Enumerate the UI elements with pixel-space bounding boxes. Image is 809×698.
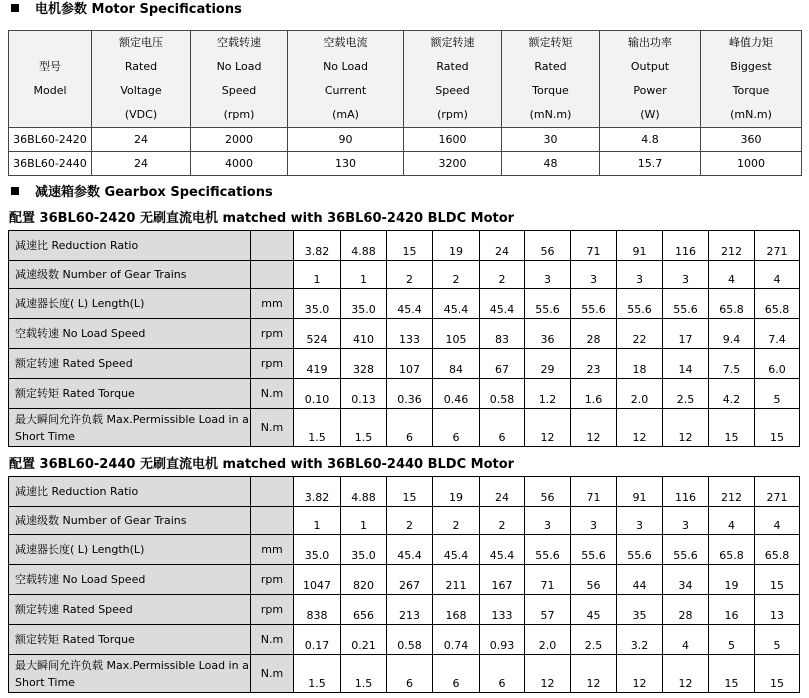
value-cell: 1 [341,261,387,289]
value-cell: 1.5 [341,655,387,693]
header-line: Biggest [730,60,772,73]
value-cell: 12 [571,655,617,693]
value-cell: 1.2 [525,379,571,409]
value-cell: 13 [755,595,800,625]
header-line: No Load [216,60,262,73]
value-cell: 67 [480,349,525,379]
value-cell: 23 [571,349,617,379]
motor-row [9,128,802,152]
value-cell: 6 [433,409,480,447]
value-cell: 838 [294,595,341,625]
motor-section-title: 电机参数 Motor Specifications [35,2,242,17]
row-label: 额定转矩 Rated Torque [9,625,251,655]
value-cell: 4.8 [600,128,701,152]
value-cell: 3 [617,507,663,535]
header-line: Torque [532,84,569,97]
model-cell: 36BL60-2440 [9,152,92,176]
header-line: 峰值力矩 [729,36,773,49]
header-line: (mA) [332,108,359,121]
header-line: Voltage [120,84,162,97]
value-cell: 133 [480,595,525,625]
value-cell: 212 [709,477,755,507]
unit-cell: N.m [251,625,294,655]
value-cell: 35.0 [341,535,387,565]
value-cell: 105 [433,319,480,349]
motor-header-cell [404,31,502,128]
value-cell: 0.10 [294,379,341,409]
value-cell: 213 [387,595,433,625]
value-cell: 19 [433,477,480,507]
unit-cell [251,231,294,261]
value-cell: 3 [663,507,709,535]
value-cell: 211 [433,565,480,595]
gearbox-row [9,625,800,655]
value-cell: 29 [525,349,571,379]
value-cell: 3200 [404,152,502,176]
value-cell: 1.5 [341,409,387,447]
value-cell: 1600 [404,128,502,152]
motor-header-cell [191,31,288,128]
value-cell: 0.17 [294,625,341,655]
motor-header-cell [92,31,191,128]
gearbox-row [9,565,800,595]
header-line: 型号 [39,60,61,73]
row-label: 减速器长度( L) Length(L) [9,535,251,565]
value-cell: 656 [341,595,387,625]
row-label: 最大瞬间允许负载 Max.Permissible Load in a Short Time [9,655,251,693]
value-cell: 524 [294,319,341,349]
row-label: 减速比 Reduction Ratio [9,477,251,507]
value-cell: 35 [617,595,663,625]
value-cell: 1.5 [294,655,341,693]
value-cell: 3 [525,507,571,535]
value-cell: 116 [663,477,709,507]
unit-cell [251,507,294,535]
value-cell: 12 [663,409,709,447]
value-cell: 24 [480,477,525,507]
header-line: (VDC) [124,108,158,121]
value-cell: 3.82 [294,477,341,507]
value-cell: 0.21 [341,625,387,655]
value-cell: 4 [755,507,800,535]
value-cell: 3 [663,261,709,289]
value-cell: 0.74 [433,625,480,655]
header-line: Speed [435,84,470,97]
value-cell: 0.93 [480,625,525,655]
value-cell: 57 [525,595,571,625]
value-cell: 271 [755,477,800,507]
value-cell: 71 [571,477,617,507]
value-cell: 15 [755,655,800,693]
value-cell: 55.6 [571,289,617,319]
motor-header-cell [701,31,802,128]
value-cell: 2.5 [663,379,709,409]
header-line: Torque [732,84,770,97]
value-cell: 35.0 [294,535,341,565]
value-cell: 0.46 [433,379,480,409]
value-cell: 107 [387,349,433,379]
gearbox-row [9,289,800,319]
value-cell: 3.82 [294,231,341,261]
value-cell: 55.6 [571,535,617,565]
value-cell: 55.6 [525,535,571,565]
value-cell: 0.58 [387,625,433,655]
header-line: (W) [640,108,660,121]
value-cell: 56 [525,477,571,507]
value-cell: 1047 [294,565,341,595]
value-cell: 30 [502,128,600,152]
unit-cell: rpm [251,565,294,595]
gearbox-config-title-1: 配置 36BL60-2420 无刷直流电机 matched with 36BL60-2420 BLDC Motor [9,211,515,226]
gearbox-section-heading [11,185,273,201]
header-line: (rpm) [223,108,255,121]
header-line: Rated [436,60,469,73]
header-line: Speed [221,84,257,97]
row-label: 额定转速 Rated Speed [9,349,251,379]
value-cell: 55.6 [617,535,663,565]
value-cell: 12 [525,409,571,447]
unit-cell: N.m [251,655,294,693]
value-cell: 65.8 [709,289,755,319]
motor-spec-table [8,30,802,176]
header-line: Rated [534,60,567,73]
value-cell: 2 [433,507,480,535]
value-cell: 5 [755,379,800,409]
unit-cell: mm [251,535,294,565]
value-cell: 56 [571,565,617,595]
value-cell: 6.0 [755,349,800,379]
value-cell: 65.8 [755,535,800,565]
value-cell: 7.4 [755,319,800,349]
value-cell: 4000 [191,152,288,176]
value-cell: 91 [617,231,663,261]
value-cell: 168 [433,595,480,625]
value-cell: 133 [387,319,433,349]
row-label: 空载转速 No Load Speed [9,319,251,349]
value-cell: 45.4 [433,289,480,319]
value-cell: 12 [571,409,617,447]
header-line: Rated [124,60,158,73]
value-cell: 267 [387,565,433,595]
unit-cell [251,261,294,289]
value-cell: 1 [294,507,341,535]
value-cell: 4 [663,625,709,655]
value-cell: 28 [663,595,709,625]
gearbox-row [9,409,800,447]
gearbox-row [9,477,800,507]
gearbox-row [9,261,800,289]
value-cell: 90 [288,128,404,152]
value-cell: 71 [571,231,617,261]
header-line: Output [630,60,670,73]
row-label: 减速器长度( L) Length(L) [9,289,251,319]
value-cell: 1000 [701,152,802,176]
value-cell: 4 [755,261,800,289]
gearbox-row [9,349,800,379]
value-cell: 1.5 [294,409,341,447]
value-cell: 2.5 [571,625,617,655]
value-cell: 22 [617,319,663,349]
value-cell: 2 [387,261,433,289]
value-cell: 2000 [191,128,288,152]
value-cell: 55.6 [663,289,709,319]
value-cell: 28 [571,319,617,349]
value-cell: 2.0 [617,379,663,409]
value-cell: 65.8 [709,535,755,565]
value-cell: 116 [663,231,709,261]
value-cell: 6 [387,655,433,693]
row-label: 额定转速 Rated Speed [9,595,251,625]
unit-cell: rpm [251,319,294,349]
header-line: Power [633,84,667,97]
value-cell: 19 [433,231,480,261]
value-cell: 419 [294,349,341,379]
value-cell: 55.6 [663,535,709,565]
value-cell: 56 [525,231,571,261]
value-cell: 212 [709,231,755,261]
value-cell: 410 [341,319,387,349]
header-line: (mN.m) [529,108,572,121]
value-cell: 45.4 [387,535,433,565]
motor-header-cell [9,31,92,128]
value-cell: 5 [755,625,800,655]
value-cell: 3 [571,507,617,535]
value-cell: 15 [709,409,755,447]
value-cell: 3.2 [617,625,663,655]
value-cell: 15 [387,477,433,507]
value-cell: 55.6 [617,289,663,319]
value-cell: 12 [617,655,663,693]
value-cell: 83 [480,319,525,349]
value-cell: 45.4 [480,535,525,565]
value-cell: 5 [709,625,755,655]
gearbox-row [9,379,800,409]
row-label: 减速比 Reduction Ratio [9,231,251,261]
value-cell: 9.4 [709,319,755,349]
value-cell: 12 [617,409,663,447]
value-cell: 4.88 [341,477,387,507]
value-cell: 15.7 [600,152,701,176]
value-cell: 6 [480,655,525,693]
value-cell: 4 [709,507,755,535]
value-cell: 2 [387,507,433,535]
row-label: 空载转速 No Load Speed [9,565,251,595]
header-line: 额定电压 [119,36,163,49]
value-cell: 14 [663,349,709,379]
value-cell: 6 [480,409,525,447]
value-cell: 4.2 [709,379,755,409]
header-line: 空载转速 [217,36,261,49]
unit-cell: rpm [251,349,294,379]
header-line: No Load [323,60,368,73]
value-cell: 24 [92,152,191,176]
gearbox-row [9,535,800,565]
value-cell: 18 [617,349,663,379]
value-cell: 48 [502,152,600,176]
unit-cell: mm [251,289,294,319]
value-cell: 55.6 [525,289,571,319]
value-cell: 0.36 [387,379,433,409]
gearbox-table-1 [8,230,800,447]
value-cell: 271 [755,231,800,261]
value-cell: 71 [525,565,571,595]
value-cell: 6 [387,409,433,447]
value-cell: 6 [433,655,480,693]
header-line: 额定转速 [430,36,475,49]
value-cell: 3 [571,261,617,289]
value-cell: 91 [617,477,663,507]
value-cell: 360 [701,128,802,152]
value-cell: 0.58 [480,379,525,409]
model-cell: 36BL60-2420 [9,128,92,152]
value-cell: 130 [288,152,404,176]
value-cell: 7.5 [709,349,755,379]
motor-header-cell [600,31,701,128]
header-line: Model [33,84,67,97]
gearbox-row [9,231,800,261]
motor-header-cell [288,31,404,128]
value-cell: 2 [480,261,525,289]
value-cell: 15 [755,409,800,447]
header-line: (rpm) [437,108,468,121]
header-line: 额定转矩 [528,36,573,49]
bullet-square-icon [11,4,19,12]
value-cell: 2.0 [525,625,571,655]
row-label: 减速级数 Number of Gear Trains [9,261,251,289]
value-cell: 65.8 [755,289,800,319]
value-cell: 34 [663,565,709,595]
value-cell: 2 [433,261,480,289]
header-line: (mN.m) [730,108,772,121]
motor-section-heading [11,2,242,18]
bullet-square-icon [11,187,19,195]
motor-row [9,152,802,176]
value-cell: 167 [480,565,525,595]
value-cell: 328 [341,349,387,379]
gearbox-row [9,319,800,349]
header-line: Current [324,84,367,97]
row-label: 额定转矩 Rated Torque [9,379,251,409]
value-cell: 45.4 [480,289,525,319]
value-cell: 1 [294,261,341,289]
value-cell: 84 [433,349,480,379]
gearbox-config-title-2: 配置 36BL60-2440 无刷直流电机 matched with 36BL60-2440 BLDC Motor [9,457,515,472]
value-cell: 17 [663,319,709,349]
value-cell: 15 [755,565,800,595]
unit-cell [251,477,294,507]
value-cell: 24 [480,231,525,261]
motor-header-row [9,31,802,128]
value-cell: 15 [387,231,433,261]
header-line: 空载电流 [323,36,368,49]
row-label: 最大瞬间允许负载 Max.Permissible Load in a Short Time [9,409,251,447]
value-cell: 1 [341,507,387,535]
value-cell: 4.88 [341,231,387,261]
value-cell: 45 [571,595,617,625]
unit-cell: N.m [251,409,294,447]
motor-header-cell [502,31,600,128]
gearbox-row [9,595,800,625]
value-cell: 2 [480,507,525,535]
value-cell: 820 [341,565,387,595]
value-cell: 44 [617,565,663,595]
gearbox-row [9,507,800,535]
value-cell: 3 [525,261,571,289]
value-cell: 19 [709,565,755,595]
value-cell: 1.6 [571,379,617,409]
value-cell: 45.4 [387,289,433,319]
value-cell: 3 [617,261,663,289]
row-label: 减速级数 Number of Gear Trains [9,507,251,535]
value-cell: 35.0 [294,289,341,319]
value-cell: 4 [709,261,755,289]
value-cell: 16 [709,595,755,625]
value-cell: 45.4 [433,535,480,565]
header-line: 输出功率 [628,36,672,49]
unit-cell: N.m [251,379,294,409]
gearbox-row [9,655,800,693]
gearbox-section-title: 减速箱参数 Gearbox Specifications [35,185,273,200]
value-cell: 36 [525,319,571,349]
gearbox-table-2 [8,476,800,693]
value-cell: 12 [663,655,709,693]
unit-cell: rpm [251,595,294,625]
value-cell: 24 [92,128,191,152]
value-cell: 15 [709,655,755,693]
value-cell: 12 [525,655,571,693]
value-cell: 35.0 [341,289,387,319]
value-cell: 0.13 [341,379,387,409]
